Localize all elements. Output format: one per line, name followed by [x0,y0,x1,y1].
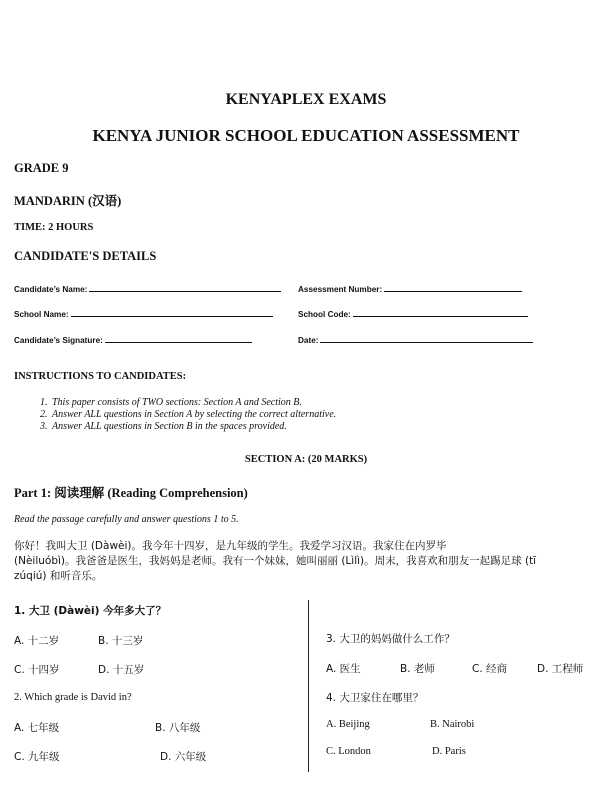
question-3: 3. 大卫的妈妈做什么工作？ [326,633,455,645]
assessment-title: KENYA JUNIOR SCHOOL EDUCATION ASSESSMENT [92,126,520,145]
q2-option-a[interactable]: A. 七年级 [14,722,60,734]
q1-option-b[interactable]: B. 十三岁 [98,635,144,647]
assessment-number-line[interactable] [384,283,522,292]
q4-option-d[interactable]: D. Paris [432,746,466,757]
date-line[interactable] [320,334,533,343]
candidate-signature-line[interactable] [105,334,252,343]
column-divider [308,600,309,772]
q3-option-d[interactable]: D. 工程师 [537,663,584,675]
candidate-details-heading: CANDIDATE'S DETAILS [14,249,157,263]
grade-label: GRADE 9 [14,161,69,175]
part1-title: Part 1: 阅读理解 (Reading Comprehension) [14,486,248,500]
q3-option-b[interactable]: B. 老师 [400,663,435,675]
school-code-line[interactable] [353,308,528,317]
org-title: KENYAPLEX EXAMS [225,91,387,108]
date-field[interactable] [298,334,533,345]
reading-passage [14,539,598,584]
q3-option-a[interactable]: A. 医生 [326,663,361,675]
section-a-heading: SECTION A: (20 MARKS) [244,454,368,465]
q1-option-c[interactable]: C. 十四岁 [14,664,60,676]
school-code-label: School Code: [298,310,351,319]
passage-line: zúqiú) 和听音乐。 [14,570,103,582]
question-2: 2. Which grade is David in? [14,692,132,703]
assessment-number-field[interactable] [298,283,522,294]
candidate-name-field[interactable] [14,283,281,294]
q1-option-a[interactable]: A. 十二岁 [14,635,60,647]
question-1: 1. 大卫 (Dàwèi) 今年多大了？ [14,605,167,617]
candidate-name-label: Candidate’s Name: [14,285,88,294]
instructions-heading: INSTRUCTIONS TO CANDIDATES: [14,371,187,382]
date-label: Date: [298,336,319,345]
candidate-signature-field[interactable] [14,334,252,345]
q4-option-b[interactable]: B. Nairobi [430,719,475,730]
passage-directions: Read the passage carefully and answer questions 1 to 5. [14,514,239,525]
instructions-list [32,397,610,433]
q4-option-a[interactable]: A. Beijing [326,719,370,730]
candidate-name-line[interactable] [89,283,281,292]
q2-option-c[interactable]: C. 九年级 [14,751,60,763]
school-code-field[interactable] [298,308,528,319]
passage-line: (Nèiluóbì)。我爸爸是医生，我妈妈是老师。我有一个妹妹，她叫丽丽 (Lìlì)。周末，我喜欢和朋友一起踢足球 (tī [14,555,537,567]
q1-option-d[interactable]: D. 十五岁 [98,664,145,676]
instruction-item: 3. Answer ALL questions in Section B in the spaces provided. [50,421,610,433]
q2-option-d[interactable]: D. 六年级 [160,751,207,763]
candidate-signature-label: Candidate’s Signature: [14,336,103,345]
question-4: 4. 大卫家住在哪里？ [326,692,424,704]
time-label: TIME: 2 HOURS [14,222,94,233]
school-name-field[interactable] [14,308,273,319]
school-name-label: School Name: [14,310,69,319]
instruction-item: 2. Answer ALL questions in Section A by selecting the correct alternative. [50,409,610,421]
instruction-item: 1. This paper consists of TWO sections: Section A and Section B. [50,397,610,409]
passage-line: 你好！我叫大卫 (Dàwèi)。我今年十四岁，是九年级的学生。我爱学习汉语。我家住在内罗毕 [14,540,447,552]
assessment-number-label: Assessment Number: [298,285,383,294]
q2-option-b[interactable]: B. 八年级 [155,722,201,734]
q3-option-c[interactable]: C. 经商 [472,663,508,675]
q4-option-c[interactable]: C. London [326,746,371,757]
school-name-line[interactable] [71,308,273,317]
subject-label: MANDARIN (汉语) [14,194,122,208]
